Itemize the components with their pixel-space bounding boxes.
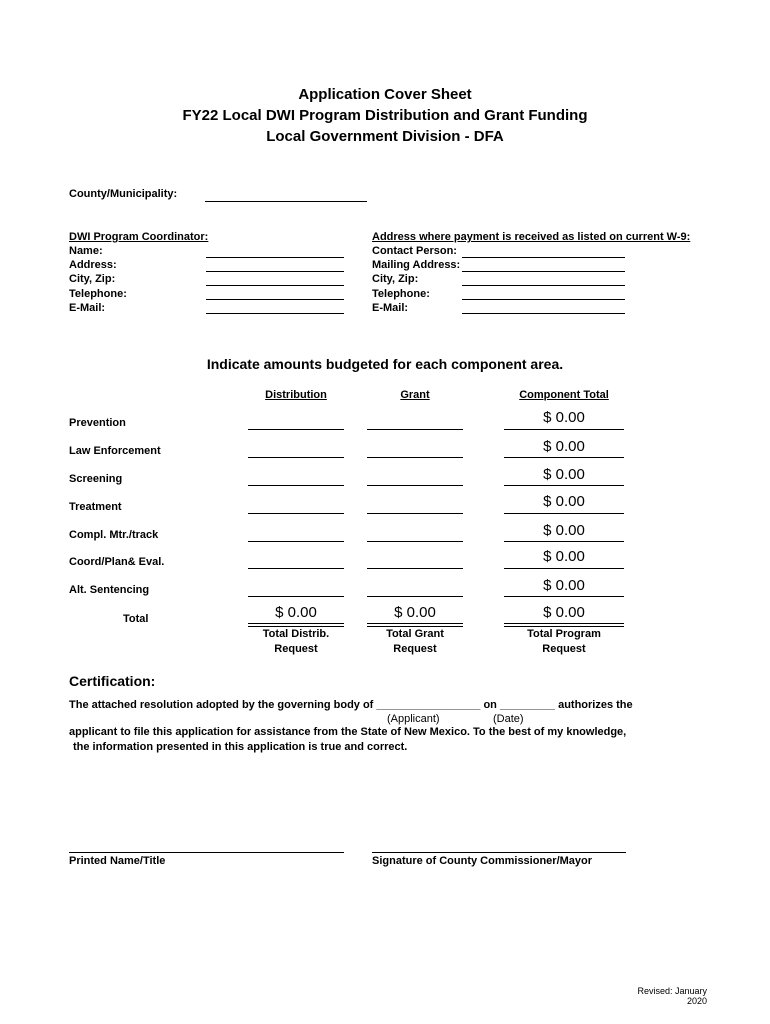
- coordinator-name-line[interactable]: [206, 257, 344, 258]
- signature-label: Signature of County Commissioner/Mayor: [372, 855, 593, 867]
- payment-mailing-label: Mailing Address:: [372, 259, 461, 271]
- certification-heading: Certification:: [69, 673, 156, 689]
- coordinator-email-label: E-Mail:: [69, 302, 106, 314]
- law-enforcement-distribution-line[interactable]: [248, 457, 344, 458]
- coordinator-heading: DWI Program Coordinator:: [69, 231, 209, 243]
- foot-distribution-2: Request: [274, 643, 318, 655]
- row-label-alt-sentencing: Alt. Sentencing: [69, 584, 150, 596]
- payment-email-label: E-Mail:: [372, 302, 409, 314]
- screening-total: $ 0.00: [543, 466, 585, 483]
- foot-grant-2: Request: [393, 643, 437, 655]
- printed-name-line[interactable]: [69, 852, 344, 853]
- coordinator-address-label: Address:: [69, 259, 117, 271]
- col-distribution-header: Distribution: [265, 389, 327, 401]
- date-hint: (Date): [493, 713, 524, 725]
- row-label-prevention: Prevention: [69, 417, 126, 429]
- printed-name-label: Printed Name/Title: [69, 855, 166, 867]
- payment-heading: Address where payment is received as listed on current W-9:: [372, 231, 691, 243]
- row-label-screening: Screening: [69, 473, 123, 485]
- row-label-treatment: Treatment: [69, 501, 122, 513]
- certification-line-3: the information presented in this application is true and correct.: [73, 741, 408, 753]
- certification-line-1: The attached resolution adopted by the governing body of _________________ on _________ authorizes the: [69, 699, 633, 711]
- prevention-distribution-line[interactable]: [248, 429, 344, 430]
- title-line-3: Local Government Division - DFA: [266, 128, 504, 145]
- row-label-compl-mtr-track: Compl. Mtr./track: [69, 529, 159, 541]
- foot-total-1: Total Program: [527, 628, 601, 640]
- coord-grant-line[interactable]: [367, 568, 463, 569]
- col-grant-header: Grant: [400, 389, 430, 401]
- foot-grant-1: Total Grant: [386, 628, 444, 640]
- compl-total-line: [504, 541, 624, 542]
- compl-distribution-line[interactable]: [248, 541, 344, 542]
- screening-total-line: [504, 485, 624, 486]
- coordinator-telephone-line[interactable]: [206, 299, 344, 300]
- compl-total: $ 0.00: [543, 522, 585, 539]
- applicant-hint: (Applicant): [387, 713, 440, 725]
- payment-cityzip-label: City, Zip:: [372, 273, 419, 285]
- law-enforcement-grant-line[interactable]: [367, 457, 463, 458]
- payment-email-line[interactable]: [462, 313, 625, 314]
- coord-total-line: [504, 568, 624, 569]
- total-distribution-double-line: [248, 623, 344, 627]
- treatment-total-line: [504, 513, 624, 514]
- payment-cityzip-line[interactable]: [462, 285, 625, 286]
- foot-distribution-1: Total Distrib.: [262, 628, 330, 640]
- col-total-header: Component Total: [519, 389, 609, 401]
- payment-contact-line[interactable]: [462, 257, 625, 258]
- payment-telephone-line[interactable]: [462, 299, 625, 300]
- total-distribution: $ 0.00: [275, 604, 317, 621]
- total-component-double-line: [504, 623, 624, 627]
- compl-grant-line[interactable]: [367, 541, 463, 542]
- alt-total: $ 0.00: [543, 577, 585, 594]
- payment-telephone-label: Telephone:: [372, 288, 430, 300]
- treatment-total: $ 0.00: [543, 493, 585, 510]
- coordinator-address-line[interactable]: [206, 271, 344, 272]
- coord-distribution-line[interactable]: [248, 568, 344, 569]
- certification-line-2: applicant to file this application for assistance from the State of New Mexico. To the best of my knowledge,: [69, 726, 627, 738]
- payment-contact-label: Contact Person:: [372, 245, 457, 257]
- screening-grant-line[interactable]: [367, 485, 463, 486]
- title-line-1: Application Cover Sheet: [298, 86, 472, 103]
- payment-mailing-line[interactable]: [462, 271, 625, 272]
- revised-date: Revised: January 2020: [637, 986, 707, 1006]
- total-label: Total: [123, 613, 149, 625]
- law-enforcement-total-line: [504, 457, 624, 458]
- law-enforcement-total: $ 0.00: [543, 438, 585, 455]
- alt-total-line: [504, 596, 624, 597]
- prevention-total-line: [504, 429, 624, 430]
- coordinator-name-label: Name:: [69, 245, 103, 257]
- coordinator-email-line[interactable]: [206, 313, 344, 314]
- coordinator-cityzip-label: City, Zip:: [69, 273, 116, 285]
- county-input-line[interactable]: [205, 201, 367, 202]
- coordinator-cityzip-line[interactable]: [206, 285, 344, 286]
- coordinator-telephone-label: Telephone:: [69, 288, 127, 300]
- prevention-grant-line[interactable]: [367, 429, 463, 430]
- total-component: $ 0.00: [543, 604, 585, 621]
- alt-distribution-line[interactable]: [248, 596, 344, 597]
- total-grant: $ 0.00: [394, 604, 436, 621]
- row-label-law-enforcement: Law Enforcement: [69, 445, 161, 457]
- treatment-grant-line[interactable]: [367, 513, 463, 514]
- foot-total-2: Request: [542, 643, 586, 655]
- row-label-coord-plan-eval: Coord/Plan& Eval.: [69, 556, 165, 568]
- coord-total: $ 0.00: [543, 548, 585, 565]
- screening-distribution-line[interactable]: [248, 485, 344, 486]
- treatment-distribution-line[interactable]: [248, 513, 344, 514]
- title-line-2: FY22 Local DWI Program Distribution and Grant Funding: [182, 107, 588, 124]
- county-label: County/Municipality:: [69, 188, 178, 200]
- prevention-total: $ 0.00: [543, 409, 585, 426]
- total-grant-double-line: [367, 623, 463, 627]
- signature-line[interactable]: [372, 852, 626, 853]
- budget-heading: Indicate amounts budgeted for each component area.: [206, 356, 564, 372]
- alt-grant-line[interactable]: [367, 596, 463, 597]
